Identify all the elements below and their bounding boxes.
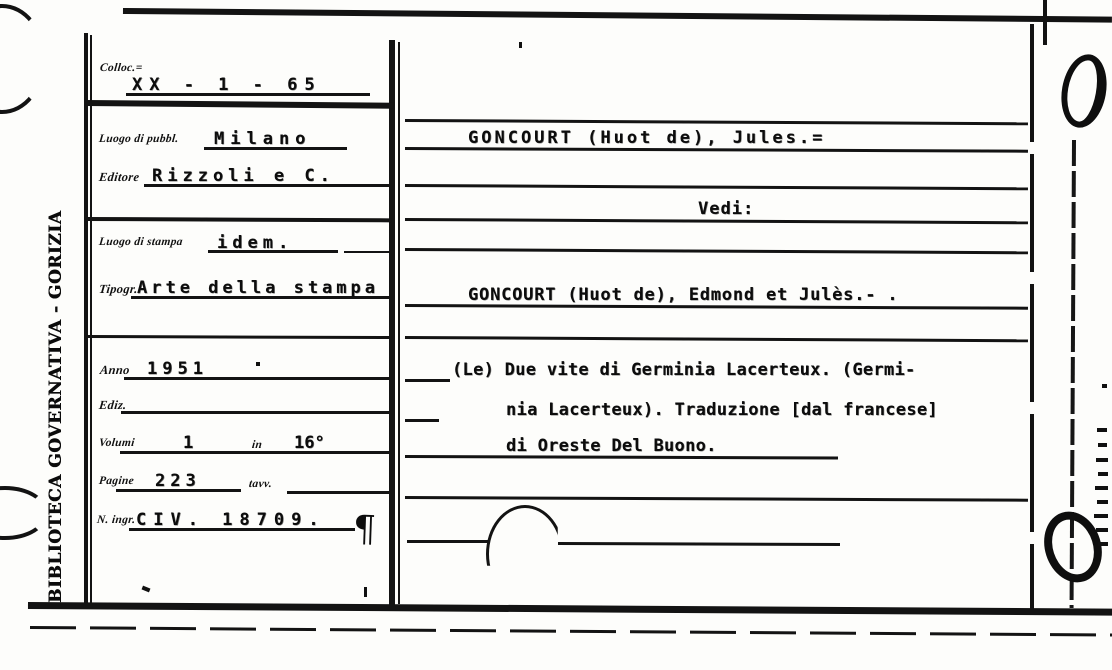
ruled-line	[405, 184, 1028, 190]
field-value-luogo-stampa: idem.	[217, 233, 294, 253]
ruled-line	[405, 496, 1028, 502]
divider-rule-thin	[398, 42, 400, 604]
field-label-luogo-stampa: Luogo di stampa	[98, 236, 184, 248]
title-line-3: di Oreste Del Buono.	[506, 436, 717, 456]
ruled-line	[86, 217, 392, 222]
ruled-line	[405, 336, 1028, 342]
top-right-tick	[1043, 0, 1047, 45]
title-line-2: nia Lacerteux). Traduzione [dal francese]	[506, 400, 938, 420]
ruled-line	[88, 335, 392, 339]
field-label-editore: Editore	[98, 170, 141, 184]
bottom-edge-line	[28, 602, 1112, 616]
author-heading: GONCOURT (Huot de), Jules.=	[468, 128, 826, 148]
field-value-formato: 16°	[294, 433, 325, 453]
field-label-anno: Anno	[99, 363, 131, 377]
field-label-luogo-pubbl: Luogo di pubbl.	[98, 133, 180, 145]
scan-edge-line	[1030, 24, 1034, 610]
ruled-line	[558, 542, 840, 546]
field-value-editore: Rizzoli e C.	[152, 166, 335, 186]
ruled-line	[405, 379, 450, 382]
paper-curl-mark-bottom	[0, 486, 48, 540]
field-value-tipogr: Arte della stampa	[137, 278, 379, 298]
field-label-colloc: Colloc.=	[99, 62, 144, 74]
top-edge-line	[123, 8, 1112, 23]
scan-speck	[364, 587, 367, 597]
field-value-pagine: 223	[155, 471, 201, 491]
ruled-line	[344, 251, 392, 253]
paper-curl-mark-top	[0, 4, 46, 114]
field-value-volumi: 1	[183, 433, 194, 453]
field-label-volumi-in: in	[251, 439, 263, 451]
field-label-pagine: Pagine	[98, 475, 135, 487]
ruled-line	[120, 451, 392, 454]
ruled-line	[405, 248, 1028, 254]
ruled-line-heavy	[86, 100, 394, 109]
scan-speck	[142, 586, 151, 593]
field-label-ediz: Ediz.	[98, 398, 128, 412]
left-column-rule-thin	[90, 35, 92, 603]
handwritten-arc-mark	[486, 505, 564, 603]
field-label-tavv: tavv.	[248, 478, 273, 490]
left-column-rule	[84, 33, 88, 603]
cross-reference-label: Vedi:	[698, 199, 755, 219]
ruled-line	[405, 419, 439, 422]
scan-speck	[519, 42, 522, 48]
binder-ring-top	[1056, 51, 1112, 132]
ruled-line	[121, 411, 392, 414]
bottom-edge-line-2	[30, 626, 1112, 637]
library-name: BIBLIOTECA GOVERNATIVA - GORIZIA	[46, 210, 66, 603]
field-value-anno: 1951	[147, 359, 208, 379]
field-label-volumi: Volumi	[98, 437, 136, 449]
field-value-colloc: XX - 1 - 65	[132, 75, 322, 95]
handwritten-paragraph-mark: ¶	[352, 508, 377, 551]
see-heading: GONCOURT (Huot de), Edmond et Julès.- .	[468, 285, 899, 305]
title-line-1: (Le) Due vite di Germinia Lacerteux. (Germi-	[452, 360, 916, 380]
ruled-line	[405, 119, 1028, 125]
divider-rule	[389, 40, 395, 606]
field-label-tipogr: Tipogr.	[98, 282, 139, 296]
field-label-n-ingr: N. ingr.	[96, 514, 137, 526]
ruled-line	[407, 540, 489, 543]
ruled-line	[287, 491, 392, 494]
scan-speck	[256, 362, 260, 366]
field-value-n-ingr: CIV. 18709.	[136, 510, 326, 530]
field-value-luogo-pubbl: Milano	[214, 129, 312, 149]
